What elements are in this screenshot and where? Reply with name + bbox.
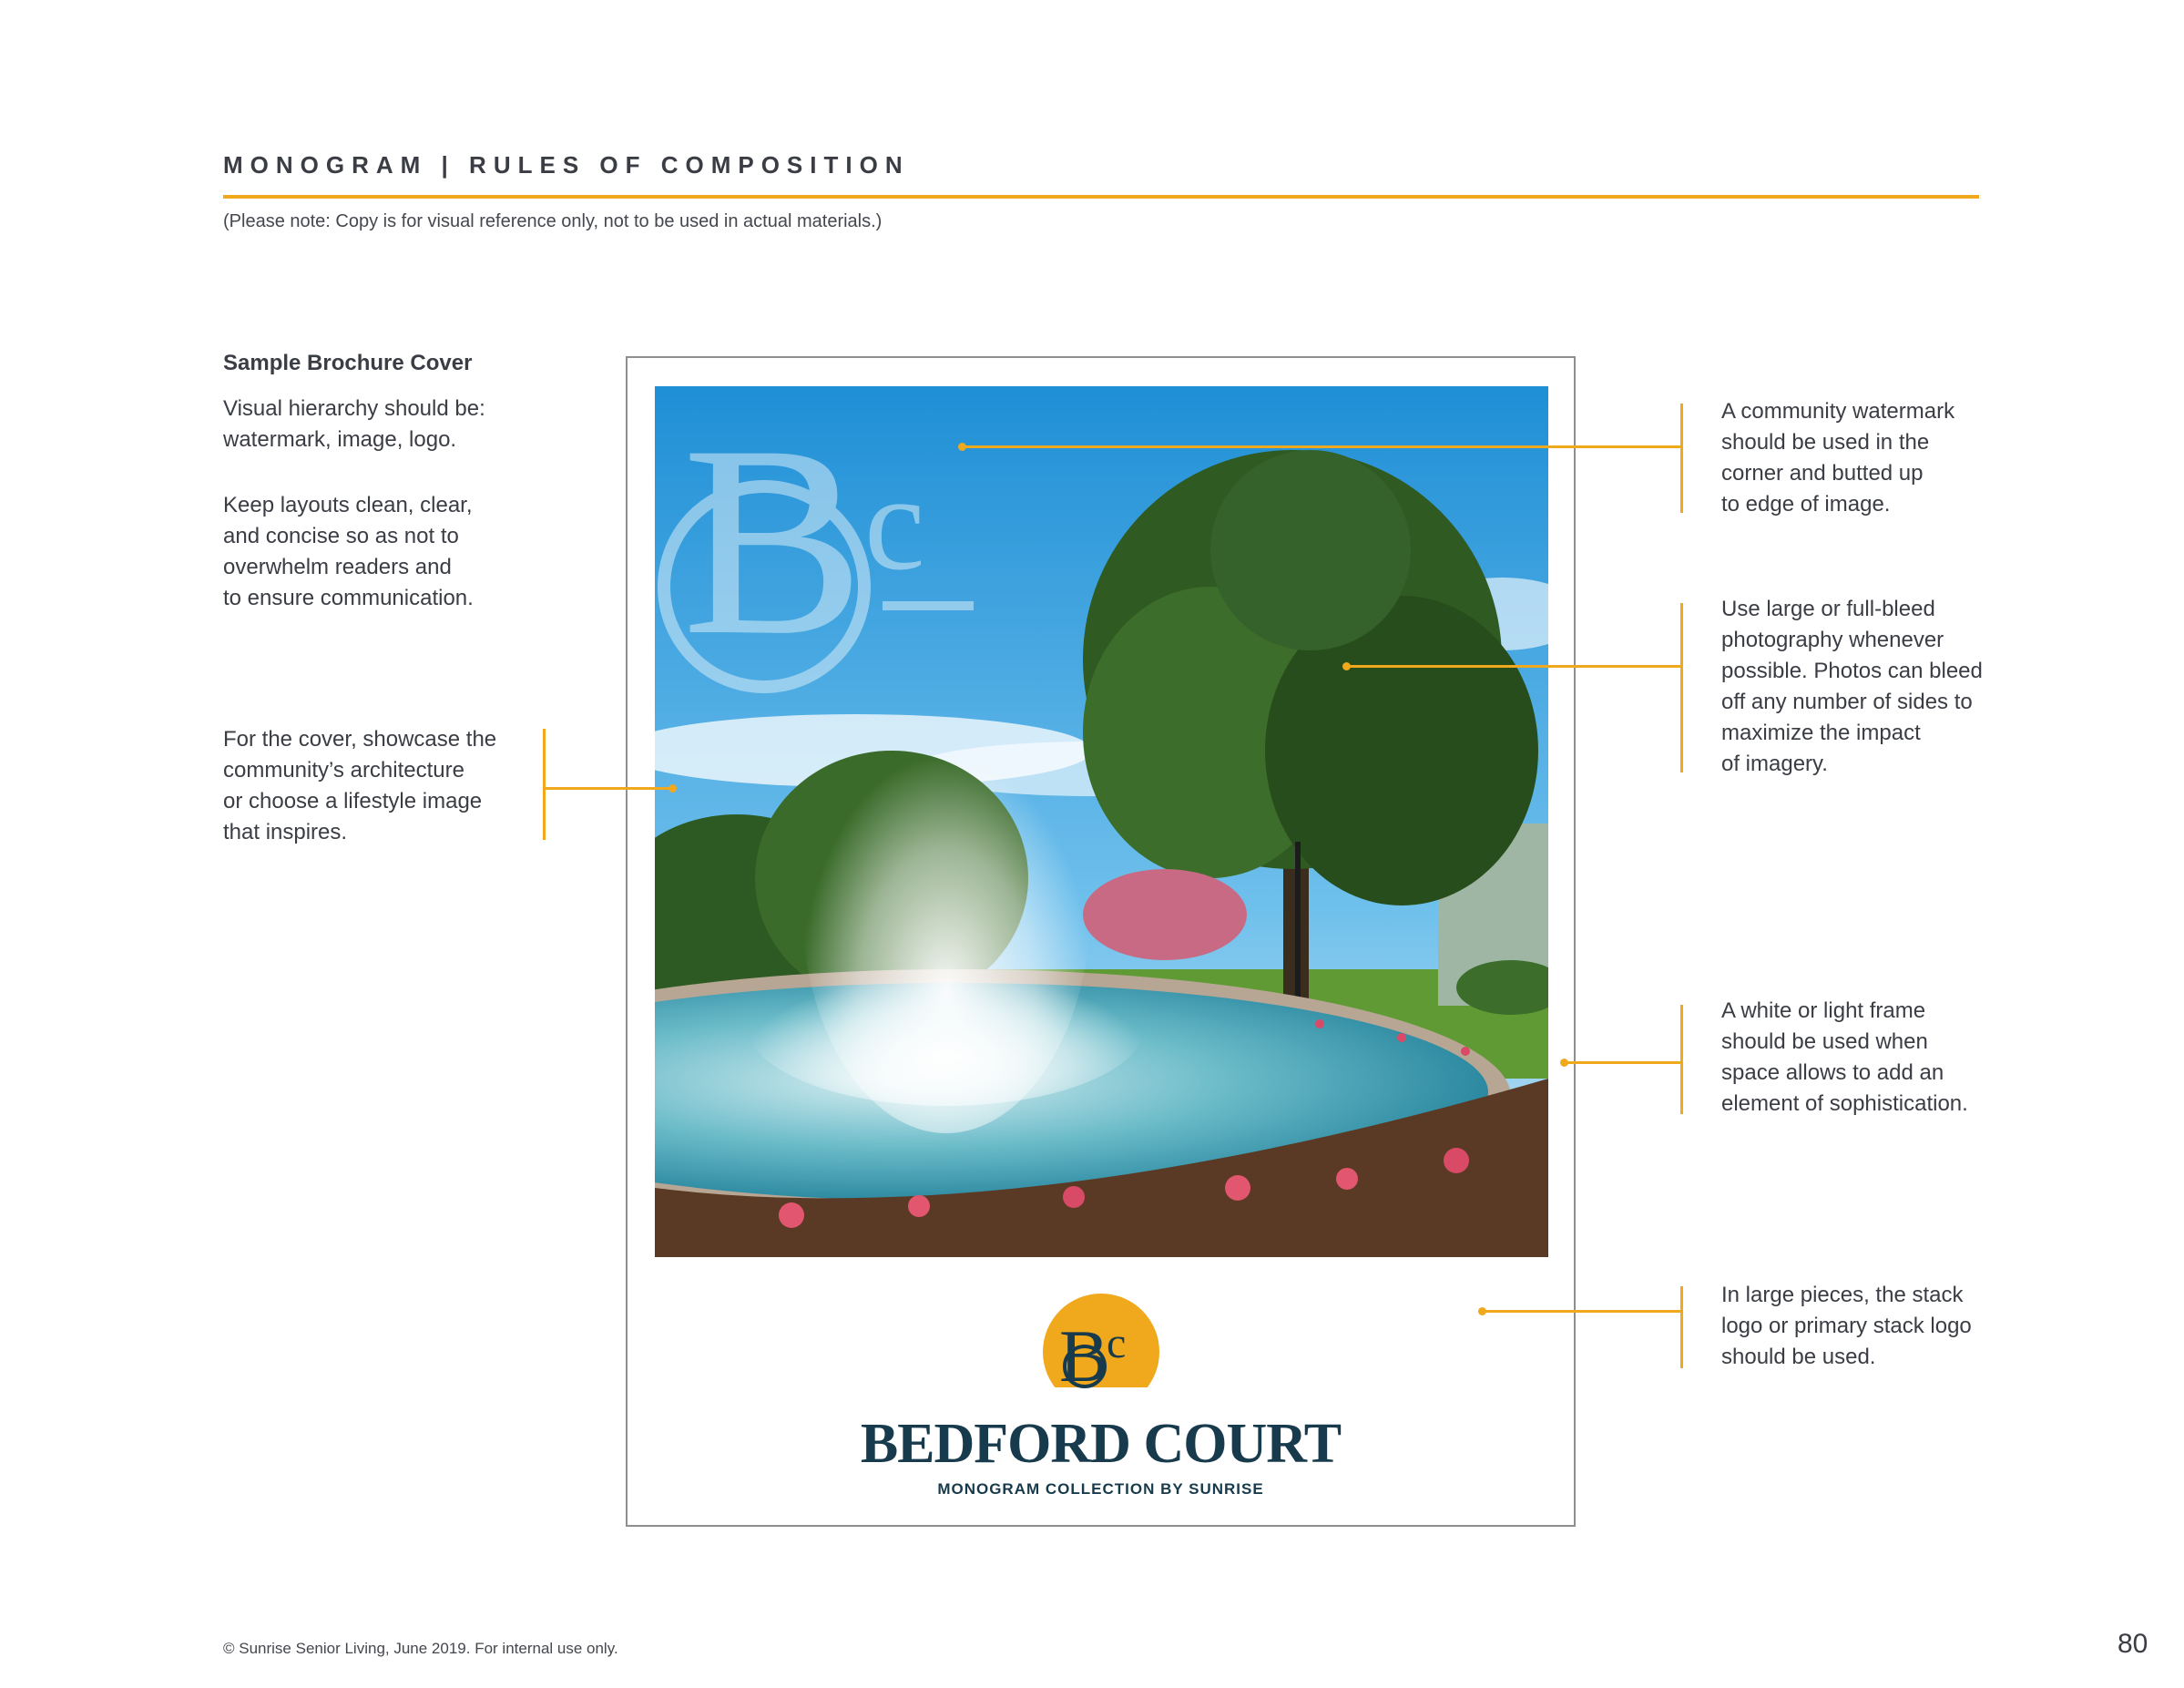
text-line: photography whenever [1721, 628, 1944, 652]
text-line: community’s architecture [223, 758, 464, 783]
layout-paragraph [223, 490, 569, 614]
text-line: of imagery. [1721, 752, 1828, 776]
callout-bracket-logo [1680, 1286, 1683, 1368]
callout-line-frame [1566, 1061, 1683, 1064]
text-line: should be used. [1721, 1345, 1876, 1369]
text-line: off any number of sides to [1721, 690, 1973, 714]
text-line: watermark, image, logo. [223, 427, 457, 452]
cover-paragraph [223, 724, 569, 848]
photography-note [1721, 594, 2086, 780]
text-line: possible. Photos can bleed [1721, 659, 1983, 683]
copyright-footer: © Sunrise Senior Living, June 2019. For internal use only. [223, 1640, 618, 1657]
callout-dot-logo [1478, 1307, 1486, 1315]
text-line: Visual hierarchy should be: [223, 396, 485, 421]
text-line: that inspires. [223, 820, 348, 844]
svg-text:B: B [1059, 1315, 1109, 1397]
text-line: should be used in the [1721, 430, 1930, 455]
svg-text:c: c [1107, 1319, 1127, 1367]
text-line: to edge of image. [1721, 492, 1891, 517]
text-line: to ensure communication. [223, 586, 474, 610]
text-line: logo or primary stack logo [1721, 1314, 1972, 1338]
svg-text:B: B [682, 389, 865, 691]
text-line: overwhelm readers and [223, 555, 452, 579]
callout-line-watermark [962, 445, 1683, 448]
callout-dot-frame [1560, 1059, 1568, 1067]
text-line: space allows to add an [1721, 1060, 1944, 1085]
page-title: MONOGRAM | RULES OF COMPOSITION [223, 151, 910, 179]
brand-subtitle: MONOGRAM COLLECTION BY SUNRISE [937, 1480, 1264, 1498]
callout-line-cover [543, 787, 674, 790]
callout-line-photography [1346, 665, 1683, 668]
callout-bracket-photography [1680, 603, 1683, 772]
header-divider [223, 195, 1979, 199]
text-line: A white or light frame [1721, 998, 1926, 1023]
text-line: or choose a lifestyle image [223, 789, 483, 813]
text-line: Keep layouts clean, clear, [223, 493, 473, 517]
callout-dot-cover [668, 784, 677, 793]
brand-name: BEDFORD COURT [860, 1413, 1342, 1475]
brand-logo-mark [1041, 1292, 1161, 1402]
callout-line-logo [1483, 1310, 1683, 1313]
frame-note [1721, 996, 2086, 1120]
watermark-note [1721, 396, 2086, 520]
text-line: For the cover, showcase the [223, 727, 497, 752]
callout-dot-watermark [958, 443, 966, 451]
text-line: should be used when [1721, 1029, 1928, 1054]
text-line: and concise so as not to [223, 524, 459, 548]
text-line: A community watermark [1721, 399, 1955, 424]
section-title: Sample Brochure Cover [223, 351, 473, 375]
fountain-photo-illustration [655, 386, 1548, 1257]
callout-dot-photography [1342, 662, 1351, 670]
text-line: maximize the impact [1721, 721, 1921, 745]
hierarchy-paragraph [223, 394, 569, 455]
callout-bracket-frame [1680, 1005, 1683, 1114]
cover-photo [655, 386, 1548, 1257]
svg-text:c: c [864, 447, 925, 598]
callout-bracket-watermark [1680, 404, 1683, 513]
text-line: element of sophistication. [1721, 1091, 1968, 1116]
text-line: corner and butted up [1721, 461, 1924, 486]
callout-bracket-cover [543, 729, 546, 840]
page-number: 80 [2118, 1629, 2148, 1659]
logo-note [1721, 1280, 2086, 1373]
text-line: In large pieces, the stack [1721, 1283, 1964, 1307]
text-line: Use large or full-bleed [1721, 597, 1935, 621]
sun-logo-icon [1041, 1292, 1161, 1397]
disclaimer-note: (Please note: Copy is for visual reference only, not to be used in actual materials.) [223, 211, 883, 231]
